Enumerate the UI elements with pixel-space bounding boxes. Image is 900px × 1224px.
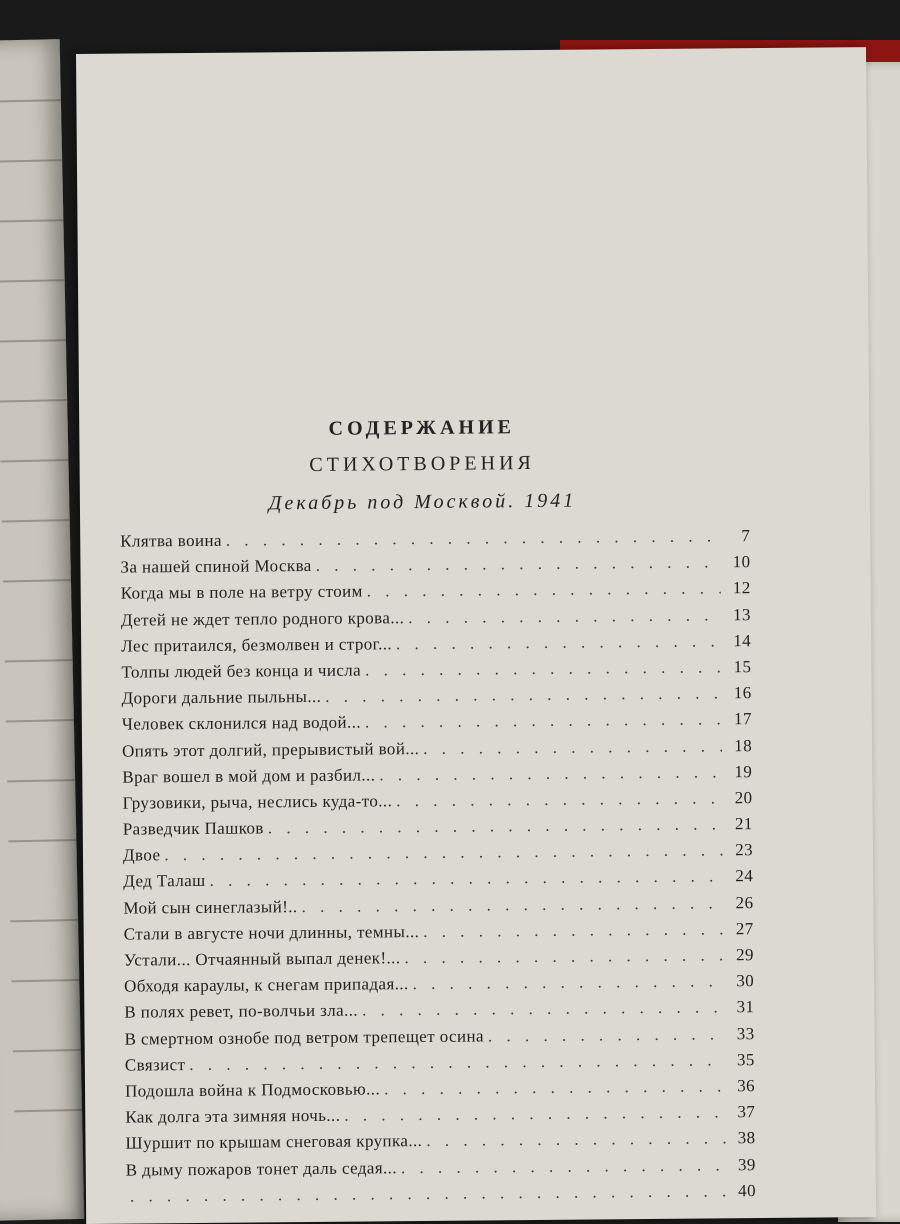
toc-entry-page: 23: [735, 840, 754, 860]
toc-entry-page: 26: [735, 892, 754, 912]
left-page-text-line: [6, 719, 76, 722]
toc-entry-page: 16: [733, 683, 752, 703]
toc-leader-dots: [396, 788, 723, 811]
toc-leader-dots: [365, 657, 721, 680]
toc-entry-page: 24: [735, 866, 754, 886]
toc-entry-title: Шуршит по крышам снеговая крупка...: [125, 1131, 423, 1153]
toc-leader-dots: [210, 867, 724, 891]
toc-entry-page: 30: [736, 971, 755, 991]
toc-leader-dots: [367, 579, 721, 602]
toc-entry-title: Стали в августе ночи длинны, темны...: [123, 921, 420, 944]
toc-leader-dots: [488, 1024, 725, 1046]
toc-leader-dots: [325, 684, 722, 707]
toc-entry-page: 35: [736, 1049, 755, 1070]
left-page-text-line: [5, 659, 75, 662]
toc-entry-page: 18: [734, 735, 753, 755]
toc-leader-dots: [396, 631, 721, 654]
toc-leader-dots: [384, 1076, 725, 1099]
toc-entry-title: Дороги дальние пыльны...: [121, 687, 322, 708]
toc-entry-title: Грузовики, рыча, неслись куда-то...: [122, 791, 393, 813]
toc-entry-title: Лес притаился, безмолвен и строг...: [121, 634, 393, 656]
toc-entry-page: 39: [737, 1154, 756, 1174]
toc-leader-dots: [344, 1102, 725, 1125]
toc-entry-page: 7: [741, 526, 751, 546]
toc-entry-title: Детей не ждет тепло родного крова...: [120, 607, 405, 630]
toc-leader-dots: [404, 945, 724, 968]
toc-leader-dots: [365, 710, 722, 733]
toc-entry-title: В смертном ознобе под ветром трепещет осина: [124, 1026, 484, 1049]
left-page-text-line: [7, 779, 77, 782]
toc-entry-title: В полях ревет, по-волчьи зла...: [124, 1000, 359, 1022]
toc-entry-page: 12: [732, 578, 751, 598]
left-page-edge: [0, 39, 84, 1221]
left-page-text-line: [0, 99, 63, 102]
left-page-text-line: [2, 519, 72, 522]
toc-entry-title: Двое: [122, 845, 161, 865]
toc-entry-title: Подошла война к Подмосковью...: [124, 1079, 381, 1101]
contents-page: [76, 47, 876, 1224]
toc-entry-page: 37: [737, 1102, 756, 1122]
left-page-text-line: [0, 159, 64, 162]
toc-leader-dots: [226, 526, 721, 550]
toc-leader-dots: [408, 605, 721, 628]
toc-leader-dots: [423, 919, 724, 942]
toc-entry-title: Дед Талаш: [123, 871, 206, 892]
toc-entry-page: 15: [733, 657, 752, 677]
left-page-text-line: [0, 339, 68, 342]
toc-entry-page: 17: [733, 709, 752, 729]
toc-entry-title: Разведчик Пашков: [122, 818, 264, 839]
toc-entry-page: 36: [737, 1076, 756, 1096]
toc-entry-title: Мой сын синеглазый!..: [123, 896, 298, 918]
toc-entry-page: 40: [738, 1180, 757, 1200]
toc-entry[interactable]: [126, 1181, 756, 1213]
toc-entry-title: Опять этот долгий, прерывистый вой...: [121, 738, 420, 761]
toc-entry-page: 33: [736, 1023, 755, 1043]
toc-entry-title: Как долга эта зимняя ночь...: [125, 1105, 341, 1127]
left-page-text-line: [0, 459, 70, 462]
section-title: Декабрь под Москвой. 1941: [268, 489, 577, 515]
left-page-text-line: [11, 979, 81, 982]
toc-leader-dots: [268, 814, 723, 838]
toc-entry-title: В дыму пожаров тонет даль седая...: [125, 1157, 398, 1180]
toc-leader-dots: [301, 893, 723, 917]
page-title: СОДЕРЖАНИЕ: [328, 416, 516, 440]
left-page-text-line: [0, 219, 65, 222]
left-page-text-line: [0, 399, 69, 402]
toc-entry-page: 29: [735, 945, 754, 965]
toc-entry-page: 38: [737, 1128, 756, 1148]
left-page-text-line: [3, 579, 73, 582]
toc-leader-dots: [379, 762, 722, 785]
toc-entry-page: 19: [734, 761, 753, 781]
left-page-text-line: [10, 919, 80, 922]
toc-entry-title: Человек склонился над водой...: [121, 712, 362, 734]
toc-leader-dots: [401, 1155, 726, 1178]
table-of-contents: [120, 526, 756, 1212]
toc-entry-title: Враг вошел в мой дом и разбил...: [122, 765, 376, 787]
toc-entry-page: 31: [736, 997, 755, 1017]
toc-leader-dots: [362, 998, 724, 1021]
toc-leader-dots: [413, 972, 725, 995]
part-title: СТИХОТВОРЕНИЯ: [309, 452, 535, 476]
toc-entry-page: 10: [732, 552, 751, 572]
toc-entry-title: Толпы людей без конца и числа: [121, 660, 362, 682]
toc-leader-dots: [423, 736, 722, 759]
toc-entry-title: За нашей спиной Москва: [120, 556, 312, 577]
toc-entry-page: 20: [734, 788, 753, 808]
toc-leader-dots: [164, 841, 723, 866]
toc-entry-title: Когда мы в поле на ветру стоим: [120, 581, 363, 604]
left-page-text-line: [14, 1109, 84, 1112]
toc-entry-page: 21: [734, 814, 753, 834]
toc-entry-title: Устали... Отчаянный выпал денек!...: [123, 948, 401, 970]
toc-entry-title: Клятва воина: [120, 530, 222, 551]
left-page-text-line: [8, 839, 78, 842]
left-page-text-line: [0, 279, 67, 282]
toc-leader-dots: [130, 1181, 726, 1206]
toc-leader-dots: [426, 1129, 725, 1152]
toc-entry-title: Связист: [124, 1054, 186, 1075]
toc-leader-dots: [189, 1050, 725, 1075]
toc-leader-dots: [316, 553, 721, 577]
toc-entry-page: 27: [735, 918, 754, 939]
toc-entry-page: 13: [733, 604, 751, 624]
left-page-text-line: [13, 1049, 83, 1052]
toc-entry-page: 14: [733, 630, 752, 651]
toc-entry-title: Обходя караулы, к снегам припадая...: [124, 974, 409, 996]
